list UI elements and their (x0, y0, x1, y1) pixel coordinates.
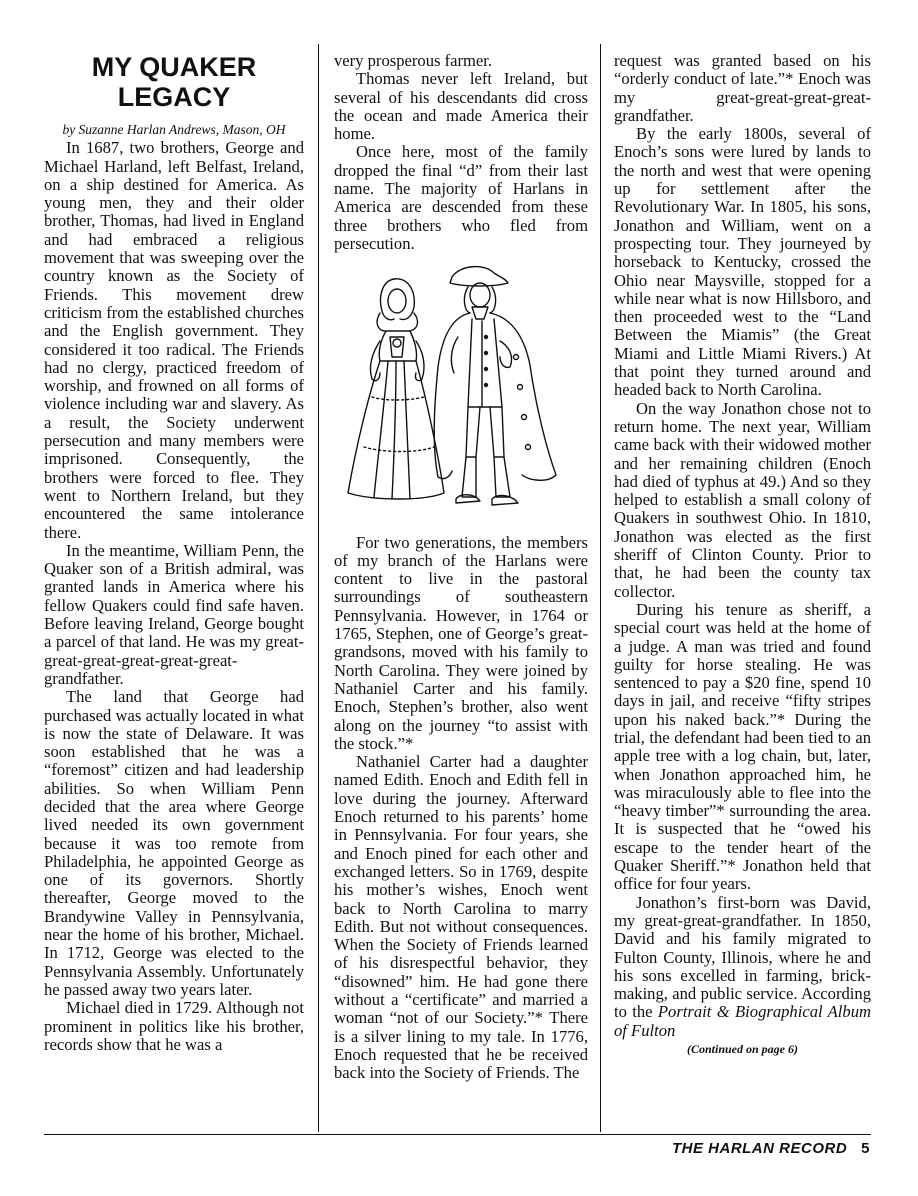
continued-note: (Continued on page 6) (686, 1042, 798, 1057)
column-3 (614, 52, 871, 1058)
paragraph: Thomas never left Ireland, but several of his descendants did cross the ocean and made America their home. (334, 69, 588, 144)
footer-rule (44, 1134, 871, 1135)
quaker-couple-illustration (334, 257, 588, 525)
paragraph: Once here, most of the family dropped the final “d” from their last name. The majority of Harlans in America are descended from these three brothers who fled from persecution. (334, 142, 588, 253)
paragraph: During his tenure as sheriff, a special court was held at the home of a judge. A man was tried and found guilty for horse stealing. He was sentenced to pay a $20 fine, spend 10 days in jail, and receive “fifty stripes upon his naked back.”* During the trial, the defendant had been tied to an apple tree with a log chain, but, later, when Jonathon approached him, he was miraculously able to flee into the “heavy timber”* surrounding the area. It is suspected that he “owed his escape to the tender heart of the Quaker Sheriff.”* Jonathon held that office for four years. (614, 599, 871, 894)
paragraph: Nathaniel Carter had a daughter named Edith. Enoch and Edith fell in love during the journey. Afterward Enoch returned to his parents’ home in Pennsylvania. For four years, she and Enoch pined for each other and exchanged letters. So in 1769, despite his mother’s wishes, Enoch went back to North Carolina to marry Edith. But not without consequences. When the Society of Friends learned of his disrespectful behavior, they “disowned” him. He had gone there without a “certificate” and married a woman “not of our Society.”* There is a silver lining to my tale. In 1776, Enoch requested that he be received back into the Society of Friends. The (334, 752, 588, 1083)
column-divider (318, 44, 319, 1132)
paragraph: By the early 1800s, several of Enoch’s sons were lured by lands to the north and west that were opening up for settlement after the Revolutionary War. In 1805, his sons, Jonathon and William, went on a prospecting tour. They journeyed by horseback to Kentucky, crossed the Ohio near Maysville, stopped for a while near what is now Hillsboro, and then proceeded west to the “Land Between the Miamis” (the Great Miami and Little Miami Rivers.) At that point they turned around and headed back to North Carolina. (614, 124, 871, 400)
paragraph: In the meantime, William Penn, the Quaker son of a British admiral, was granted lands in America where his fellow Quakers could find safe haven. Before leaving Ireland, George bought a parcel of that land. He was my great-great-great-great-great-great-grandfather. (44, 540, 304, 688)
paragraph: very prosperous farmer. (334, 51, 493, 70)
paragraph (614, 894, 871, 1040)
paragraph: For two generations, the members of my branch of the Harlans were content to live in the pastoral surroundings of southeastern Pennsylvania. However, in 1764 or 1765, Stephen, one of George’s great-grandsons, moved with his family to North Carolina. They were joined by Nathaniel Carter and his family. Enoch, Stephen’s brother, also went along on the journey “to assist with the stock.”* (334, 532, 588, 753)
article-title: MY QUAKER LEGACY (91, 52, 257, 112)
paragraph: On the way Jonathon chose not to return home. The next year, William came back with their widowed mother and her remaining children (Enoch had died of typhus at 49.) And so they helped to establish a small colony of Quakers in southwest Ohio. In 1810, Jonathon was elected as the first sheriff of Clinton County. Prior to that, he had been the county tax collector. (614, 398, 871, 601)
paragraph-text: Jonathon’s first-born was David, my great-great-grandfather. In 1850, David and his family migrated to Fulton County, Illinois, where he and his sons excelled in farming, brick-making, and public service. According to the (614, 892, 871, 1022)
byline: by Suzanne Harlan Andrews, Mason, OH (62, 122, 286, 137)
publication-name: THE HARLAN RECORD (671, 1140, 848, 1157)
column-2 (334, 52, 588, 1082)
column-divider (600, 44, 601, 1132)
paragraph: The land that George had purchased was actually located in what is now the state of Delaware. It was soon established that he was a “foremost” citizen and had leadership abilities. So when William Penn decided that the area where George lived needed its own government because it was too remote from Philadelphia, he appointed George as one of its governors. Shortly thereafter, George moved to the Brandywine Valley in Pennsylvania, near the home of his brother, Michael. In 1712, George was elected to the Pennsylvania Assembly. Unfortunately he passed away two years later. (44, 687, 304, 999)
book-title: Portrait & Biographical Album of Fulton (614, 1002, 871, 1040)
column-1 (44, 52, 304, 1054)
page-footer (672, 1140, 870, 1157)
page-number: 5 (861, 1140, 870, 1157)
paragraph: Michael died in 1729. Although not prominent in politics like his brother, records show that he was a (44, 998, 304, 1054)
paragraph: request was granted based on his “orderly conduct of late.”* Enoch was my great-great-great-great-grandfather. (614, 51, 871, 125)
paragraph: In 1687, two brothers, George and Michael Harland, left Belfast, Ireland, on a ship destined for America. As young men, they and their older brother, Thomas, had lived in England and had embraced a religious movement that was sweeping over the country known as the Society of Friends. This movement drew criticism from the established churches and the English government. They considered it too radical. The Friends had no clergy, practiced freedom of worship, and frowned on all forms of violence including war and slavery. As a result, the Society underwent persecution and many members were imprisoned. Consequently, the brothers were forced to flee. They went to Northern Ireland, but they encountered the same intolerance there. (44, 138, 304, 542)
